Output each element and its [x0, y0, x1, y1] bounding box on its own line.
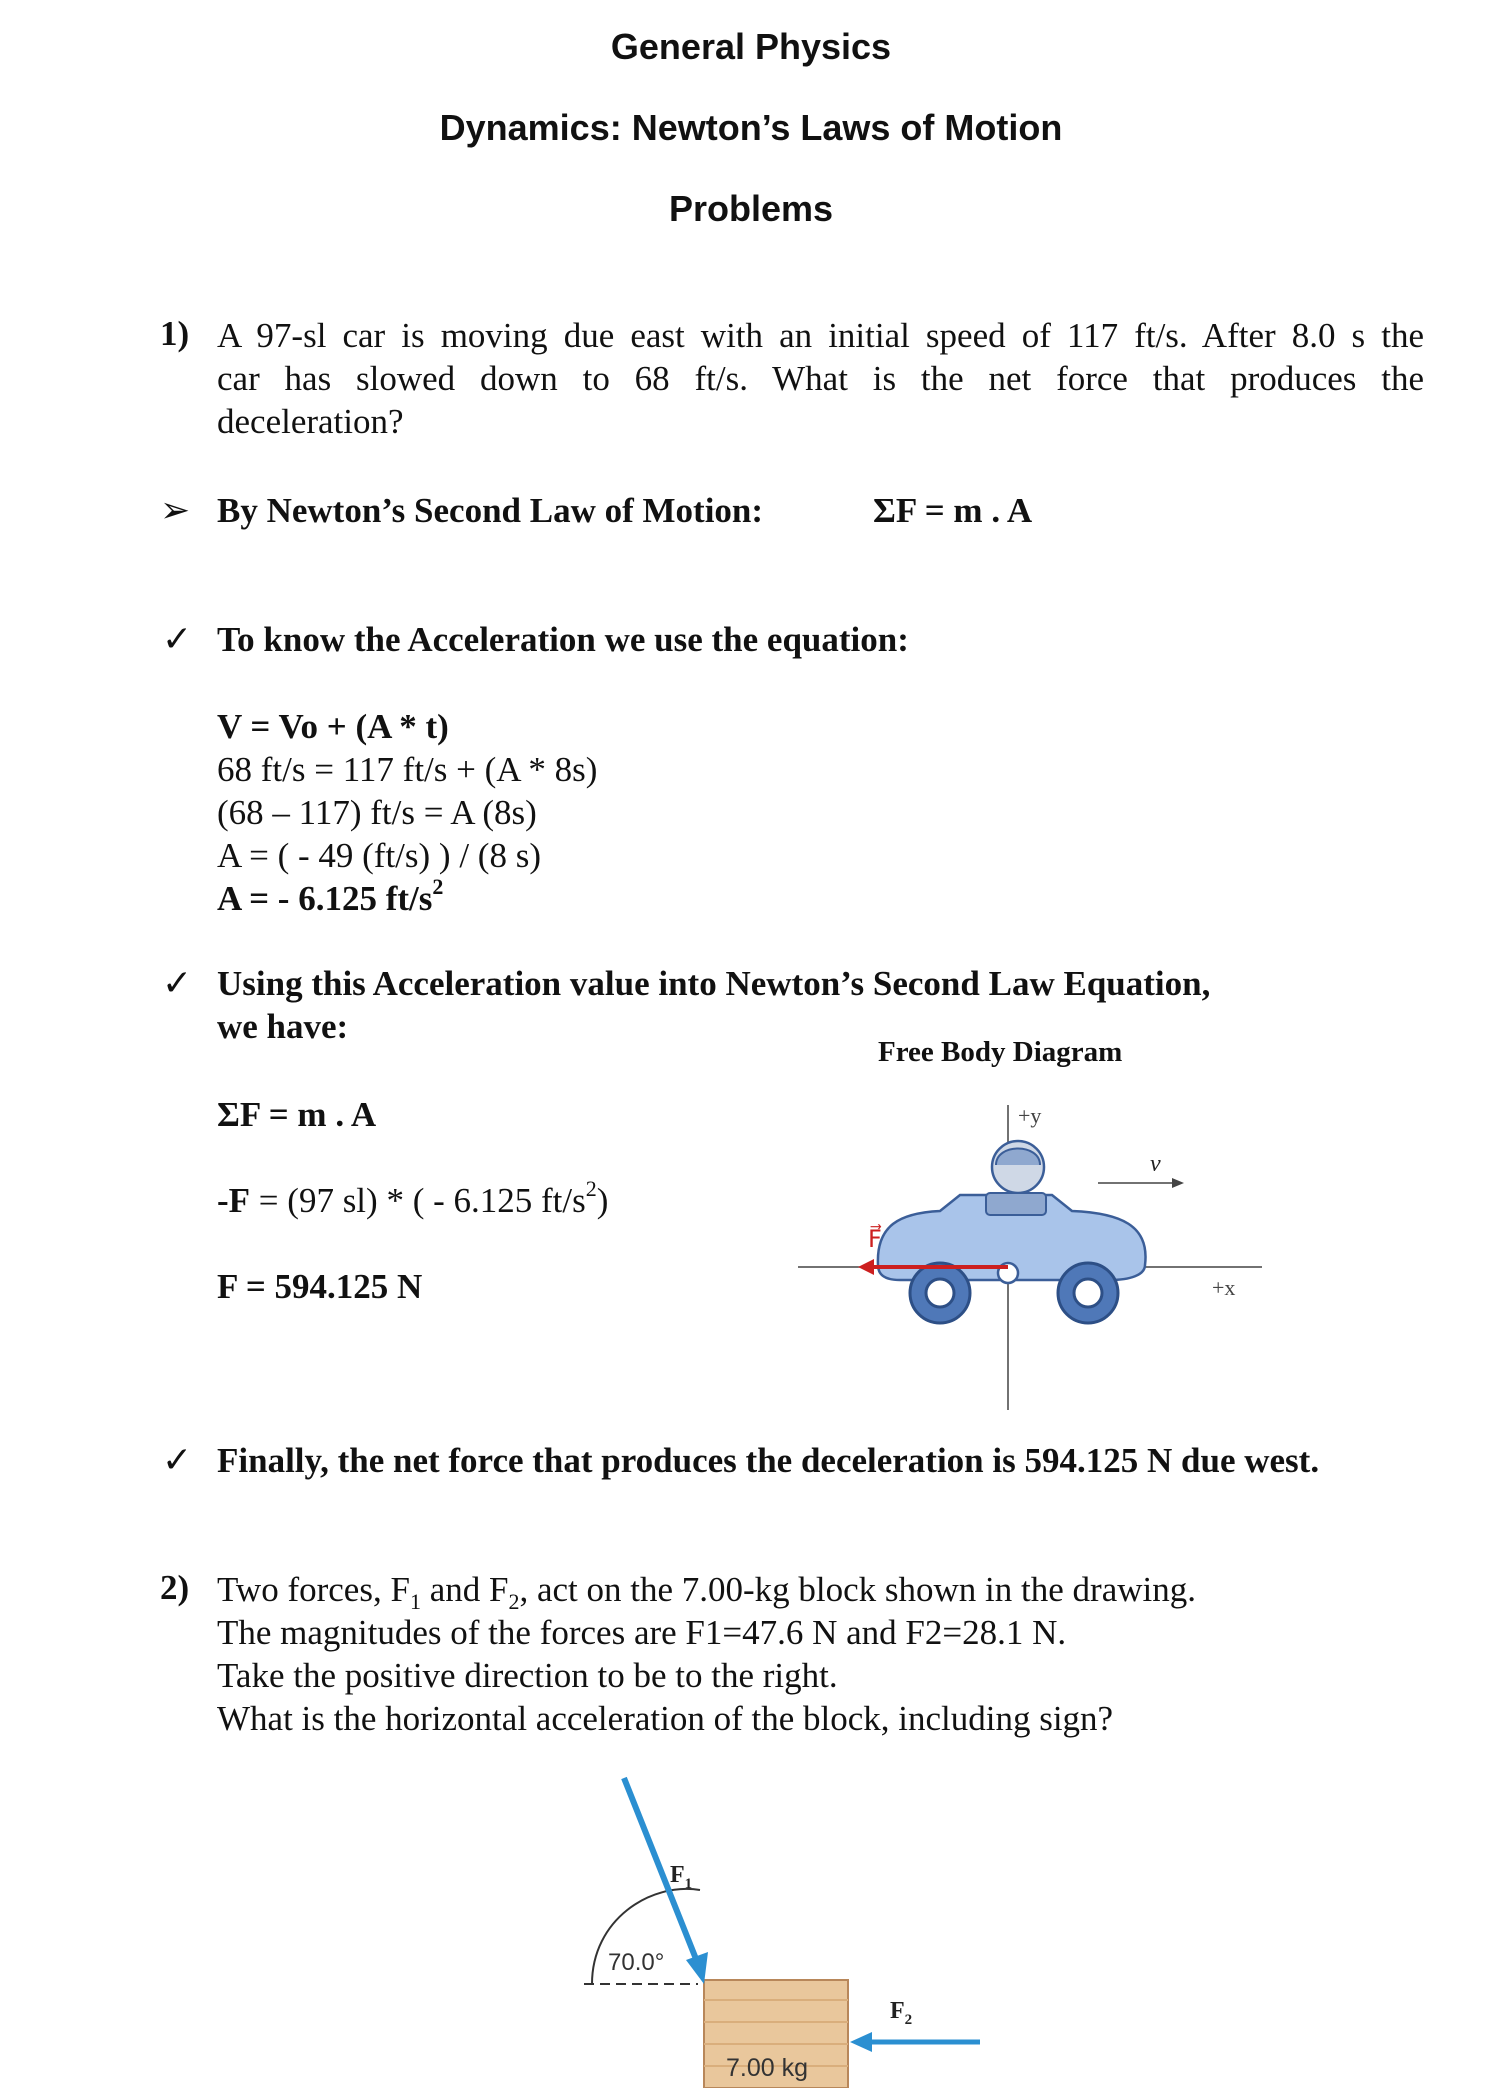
f1-letter: F — [670, 1862, 685, 1888]
velocity-label: v⃗ — [1150, 1151, 1180, 1177]
f1-arrow — [624, 1778, 698, 1964]
course-title: General Physics — [610, 26, 892, 67]
f2-label — [890, 1998, 912, 2028]
accel-result-exponent: 2 — [432, 874, 444, 899]
check-bullet-icon: ✓ — [162, 619, 193, 659]
law-equation: ΣF = m . A — [873, 491, 1033, 530]
problem-2-line-2: The magnitudes of the forces are F1=47.6 N and F2=28.1 N. — [217, 1613, 1067, 1652]
problem-2-line-3: Take the positive direction to be to the right. — [217, 1656, 838, 1695]
problem-1-line-1: A 97-sl car is moving due east with an initial speed of 117 ft/s. After 8.0 s the — [217, 316, 1424, 355]
force-substitution — [217, 1176, 609, 1226]
force-sub-end: ) — [596, 1181, 609, 1220]
check-bullet-icon: ✓ — [162, 1440, 193, 1480]
problem-1-number: 1) — [160, 314, 190, 353]
accel-result — [217, 874, 444, 924]
force-result-value: = 594.125 N — [237, 1267, 423, 1306]
f1-subscript: 1 — [684, 1876, 693, 1892]
car-icon — [878, 1141, 1146, 1323]
problem-1-line-3: deceleration? — [217, 402, 404, 441]
accel-result-text: A = - 6.125 ft/s — [217, 879, 433, 918]
force-sub-exponent: 2 — [585, 1176, 597, 1201]
topic-title: Dynamics: Newton’s Laws of Motion — [439, 107, 1063, 148]
p2-l1-c: , act on the 7.00-kg block shown in the drawing. — [519, 1570, 1196, 1609]
p2-l1-sub2: 2 — [508, 1589, 520, 1614]
force-sub-rest: = (97 sl) * ( - 6.125 ft/s — [250, 1181, 586, 1220]
law-label: By Newton’s Second Law of Motion: — [217, 491, 764, 530]
accel-step-3: (68 – 117) ft/s = A (8s) — [217, 793, 537, 832]
fbd-title: Free Body Diagram — [878, 1036, 1123, 1068]
f2-arrowhead — [850, 2032, 872, 2052]
accel-step-4: A = ( - 49 (ft/s) ) / (8 s) — [217, 836, 541, 875]
p2-l1-a: Two forces, F — [217, 1570, 410, 1609]
acceleration-intro: To know the Acceleration we use the equation: — [217, 620, 909, 659]
problem-1-line-2: car has slowed down to 68 ft/s. What is the net force that produces the — [217, 359, 1424, 398]
p2-l1-sub1: 1 — [409, 1589, 421, 1614]
x-axis-label: +x — [1212, 1275, 1236, 1300]
using-line-2: we have: — [217, 1007, 349, 1046]
accel-step-1: V = Vo + (A * t) — [217, 707, 449, 746]
problem-2-line-4: What is the horizontal acceleration of the block, including sign? — [217, 1699, 1114, 1738]
block-diagram — [570, 1770, 1010, 2088]
f2-subscript: 2 — [904, 2012, 913, 2028]
f1-label — [670, 1862, 692, 1892]
accel-step-2: 68 ft/s = 117 ft/s + (A * 8s) — [217, 750, 598, 789]
p2-l1-b: and F — [420, 1570, 509, 1609]
force-neg: -F — [217, 1181, 251, 1220]
problem-2-number: 2) — [160, 1568, 190, 1607]
problem-2-line-1 — [217, 1568, 1196, 1615]
force-arrowhead — [858, 1259, 874, 1275]
velocity-arrowhead — [1172, 1178, 1184, 1188]
using-line-1: Using this Acceleration value into Newton’s Second Law Equation, — [217, 964, 1211, 1003]
y-axis-label: +y — [1018, 1103, 1042, 1128]
conclusion: Finally, the net force that produces the deceleration is 594.125 N due west. — [217, 1441, 1320, 1480]
force-result — [217, 1265, 422, 1308]
block-label: 7.00 kg — [726, 2054, 809, 2082]
angle-label: 70.0° — [608, 1949, 665, 1976]
free-body-diagram — [790, 1095, 1270, 1420]
f2-letter: F — [890, 1998, 905, 2024]
section-title: Problems — [668, 188, 834, 229]
force-label: F⃗ — [868, 1227, 882, 1253]
force-result-label: F — [217, 1267, 238, 1306]
arrow-bullet-icon: ➢ — [160, 490, 191, 530]
force-equation: ΣF = m . A — [217, 1095, 377, 1134]
check-bullet-icon: ✓ — [162, 963, 193, 1003]
